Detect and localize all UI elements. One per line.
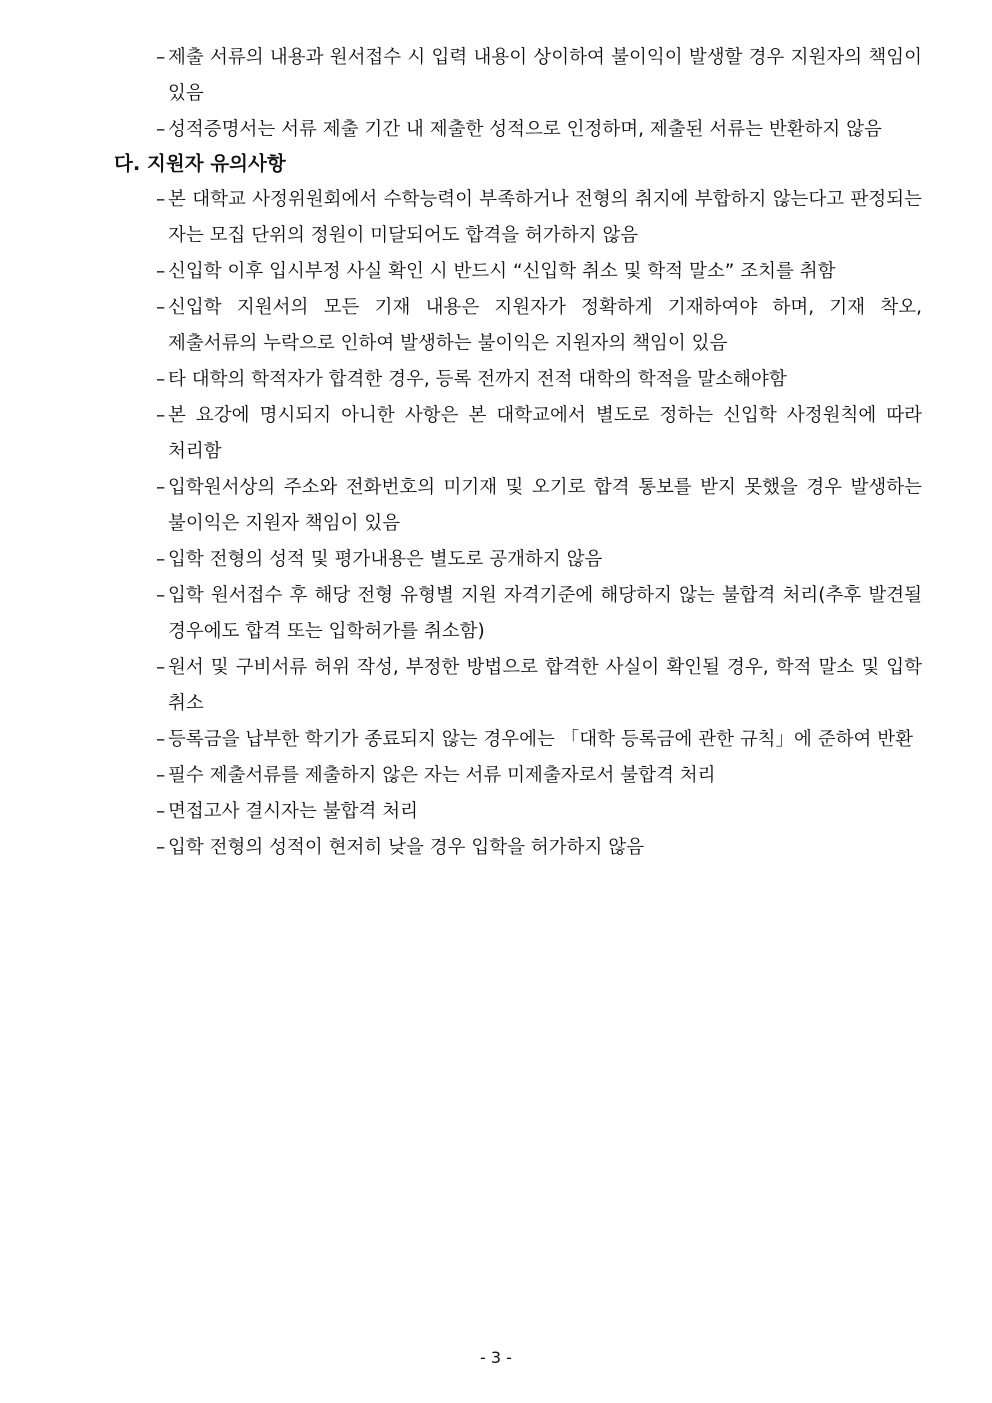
list-item: [156, 182, 922, 254]
list-item-text: 입학 전형의 성적이 현저히 낮을 경우 입학을 허가하지 않음: [168, 837, 644, 858]
bullet-dash: –: [156, 549, 166, 570]
bullet-dash: –: [156, 477, 166, 498]
list-item: [156, 362, 922, 398]
bullet-dash: –: [156, 585, 166, 606]
bullet-dash: –: [156, 837, 166, 858]
list-item: [156, 112, 922, 148]
bullet-dash: –: [156, 657, 166, 678]
list-item: [156, 40, 922, 112]
list-item: [156, 470, 922, 542]
list-item-text: 신입학 지원서의 모든 기재 내용은 지원자가 정확하게 기재하여야 하며, 기재 착오, 제출서류의 누락으로 인하여 발생하는 불이익은 지원자의 책임이 있음: [168, 297, 922, 354]
list-item-text: 입학원서상의 주소와 전화번호의 미기재 및 오기로 합격 통보를 받지 못했을 경우 발생하는 불이익은 지원자 책임이 있음: [168, 477, 922, 534]
list-item: [156, 290, 922, 362]
list-item: [156, 722, 922, 758]
bullet-dash: –: [156, 119, 166, 140]
bullet-dash: –: [156, 297, 166, 318]
list-item-text: 입학 원서접수 후 해당 전형 유형별 지원 자격기준에 해당하지 않는 불합격 처리(추후 발견될 경우에도 합격 또는 입학허가를 취소함): [168, 585, 922, 642]
list-item: [156, 254, 922, 290]
list-item-text: 제출 서류의 내용과 원서접수 시 입력 내용이 상이하여 불이익이 발생할 경우 지원자의 책임이 있음: [168, 47, 922, 104]
list-item-text: 입학 전형의 성적 및 평가내용은 별도로 공개하지 않음: [168, 549, 603, 570]
list-item-text: 본 대학교 사정위원회에서 수학능력이 부족하거나 전형의 취지에 부합하지 않는다고 판정되는 자는 모집 단위의 정원이 미달되어도 합격을 허가하지 않음: [168, 189, 922, 246]
list-item-text: 원서 및 구비서류 허위 작성, 부정한 방법으로 합격한 사실이 확인될 경우, 학적 말소 및 입학 취소: [168, 657, 922, 714]
list-item-text: 면접고사 결시자는 불합격 처리: [168, 801, 418, 822]
bullet-dash: –: [156, 261, 166, 282]
bullet-dash: –: [156, 729, 166, 750]
list-item-text: 신입학 이후 입시부정 사실 확인 시 반드시 “신입학 취소 및 학적 말소” 조치를 취함: [168, 261, 836, 282]
list-item: [156, 542, 922, 578]
list-item: [156, 794, 922, 830]
bullet-dash: –: [156, 47, 166, 68]
list-item: [156, 650, 922, 722]
continued-list: [156, 40, 922, 148]
list-item-text: 성적증명서는 서류 제출 기간 내 제출한 성적으로 인정하며, 제출된 서류는 반환하지 않음: [168, 119, 882, 140]
list-item: [156, 398, 922, 470]
bullet-dash: –: [156, 189, 166, 210]
list-item: [156, 758, 922, 794]
bullet-dash: –: [156, 765, 166, 786]
applicant-notes-section: [112, 146, 922, 866]
list-item-text: 본 요강에 명시되지 아니한 사항은 본 대학교에서 별도로 정하는 신입학 사정원칙에 따라 처리함: [168, 405, 922, 462]
bullet-dash: –: [156, 405, 166, 426]
list-item-text: 등록금을 납부한 학기가 종료되지 않는 경우에는 「대학 등록금에 관한 규칙」에 준하여 반환: [168, 729, 914, 750]
page-number: - 3 -: [480, 1348, 512, 1367]
list-item-text: 필수 제출서류를 제출하지 않은 자는 서류 미제출자로서 불합격 처리: [168, 765, 716, 786]
section-heading: 다. 지원자 유의사항: [114, 152, 286, 175]
bullet-dash: –: [156, 801, 166, 822]
list-item: [156, 830, 922, 866]
bullet-dash: –: [156, 369, 166, 390]
list-item-text: 타 대학의 학적자가 합격한 경우, 등록 전까지 전적 대학의 학적을 말소해야함: [168, 369, 787, 390]
notes-list: [156, 182, 922, 866]
list-item: [156, 578, 922, 650]
